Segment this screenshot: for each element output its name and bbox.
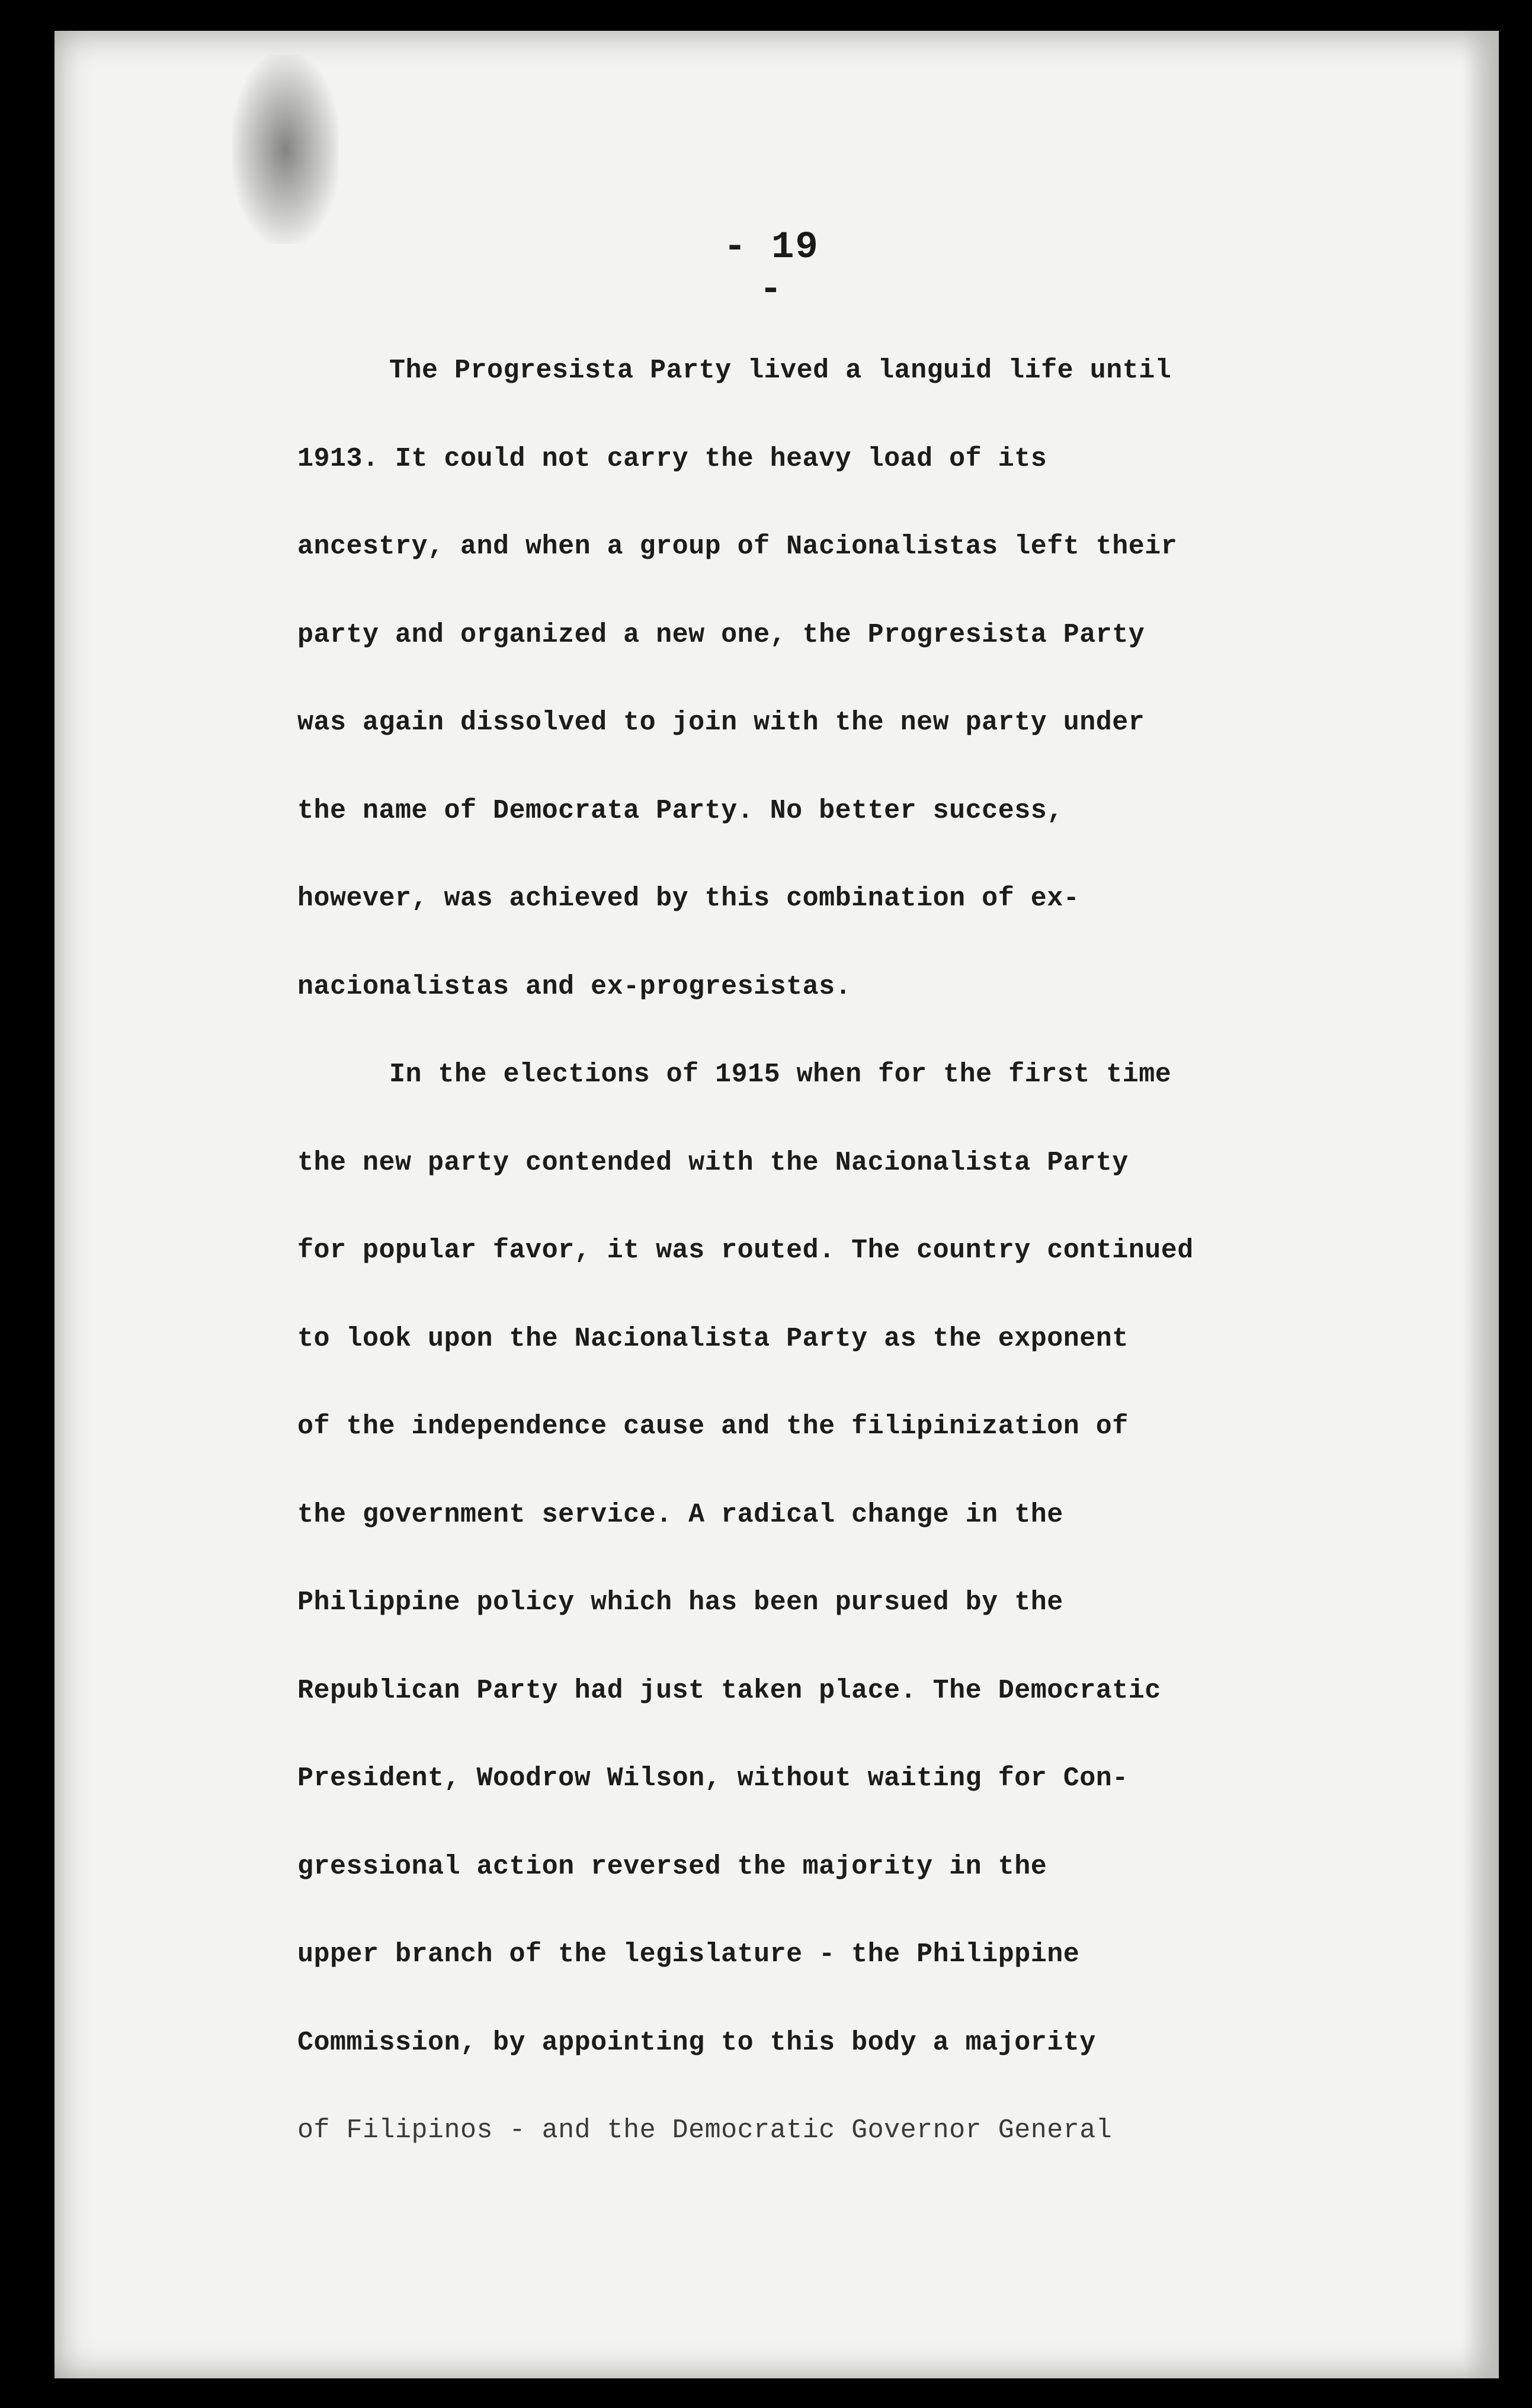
text-line: In the elections of 1915 when for the first time	[389, 1059, 1172, 1090]
text-line: of Filipinos - and the Democratic Governor General	[297, 2115, 1113, 2146]
text-line: President, Woodrow Wilson, without waiting for Con-	[297, 1763, 1129, 1794]
text-line: Commission, by appointing to this body a majority	[297, 2027, 1096, 2058]
text-line: The Progresista Party lived a languid life until	[389, 356, 1172, 386]
page-number: - 19 -	[723, 226, 819, 312]
text-line: the new party contended with the Nacionalista Party	[297, 1147, 1129, 1178]
text-line: Philippine policy which has been pursued by the	[297, 1587, 1063, 1618]
text-line: Republican Party had just taken place. The Democratic	[297, 1675, 1161, 1706]
text-line: gressional action reversed the majority in the	[297, 1851, 1047, 1882]
text-line: upper branch of the legislature - the Philippine	[297, 1939, 1080, 1970]
text-line: however, was achieved by this combination of ex-	[297, 883, 1080, 914]
text-line: ancestry, and when a group of Nacionalistas left their	[297, 531, 1178, 562]
text-line: party and organized a new one, the Progresista Party	[297, 619, 1145, 650]
text-line: the government service. A radical change in the	[297, 1499, 1063, 1530]
text-line: for popular favor, it was routed. The country continued	[297, 1235, 1194, 1266]
page-edge-shadow	[1463, 31, 1499, 2378]
body-text	[297, 327, 1411, 2175]
text-line: 1913. It could not carry the heavy load of its	[297, 443, 1047, 474]
text-line: the name of Democrata Party. No better success,	[297, 795, 1063, 826]
text-line: to look upon the Nacionalista Party as the exponent	[297, 1323, 1129, 1354]
text-line: of the independence cause and the filipinization of	[297, 1411, 1129, 1442]
text-line: nacionalistas and ex-progresistas.	[297, 971, 852, 1002]
document-page	[55, 31, 1499, 2378]
text-line: was again dissolved to join with the new party under	[297, 707, 1145, 738]
